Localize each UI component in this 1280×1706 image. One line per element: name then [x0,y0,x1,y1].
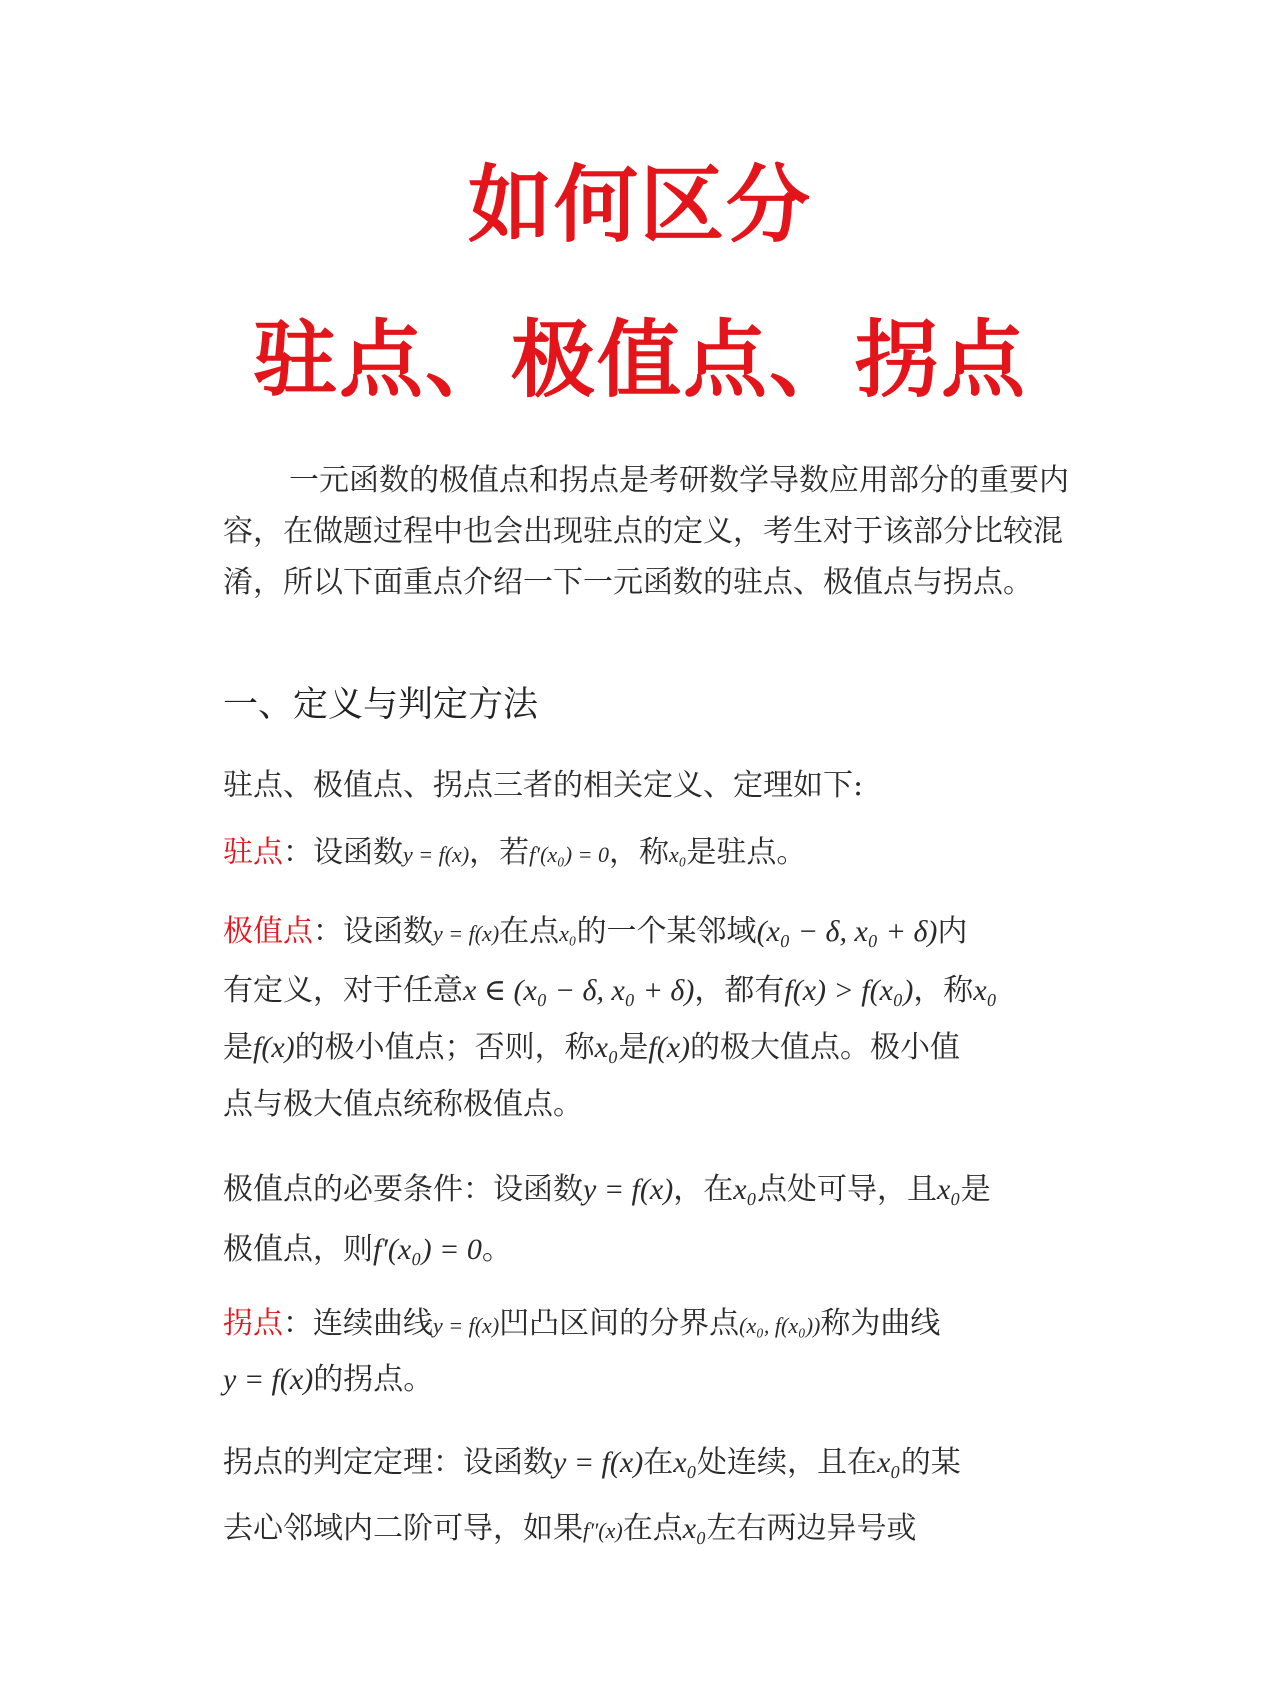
inflection-l2-text-1: 的拐点。 [313,1362,434,1397]
extreme-l3-math-2: x₀ [594,1031,619,1064]
extreme-l2-text-3: ，称 [913,973,974,1008]
stationary-math-3: x₀ [668,842,687,867]
extreme-l1-math-1: y = f(x) [433,921,500,946]
stationary-text-2: ，若 [469,835,530,870]
extreme-l4-text-1: 点与极大值点统称极值点。 [223,1087,583,1122]
stationary-math-2: f′(x₀) = 0 [529,842,609,867]
inflection-l1-text-2: 凹凸区间的分界点 [499,1306,740,1341]
extreme-colon: ： [313,914,343,949]
necessary-line-1 [223,1160,1075,1220]
extreme-l1-math-2: x₀ [559,921,577,946]
stationary-colon: ： [283,835,313,870]
extreme-l3-text-1: 是 [223,1030,253,1065]
inflection-l1-text-3: 称为曲线 [820,1306,941,1341]
theorem-l2-math-1: f″(x) [583,1518,623,1543]
stationary-text-3: ，称 [608,835,669,870]
theorem-l1-text-1: 拐点的判定定理：设函数 [223,1445,553,1480]
extreme-line-2 [223,962,1075,1019]
page-title-line1: 如何区分 [467,156,812,254]
necessary-l1-text-3: 点处可导，且 [756,1172,937,1207]
necessary-l2-math-1: f′(x₀) = 0 [373,1233,482,1266]
intro-paragraph: 一元函数的极值点和拐点是考研数学导数应用部分的重要内容，在做题过程中也会出现驻点的定义，考生对于该部分比较混淆，所以下面重点介绍一下一元函数的驻点、极值点与拐点。 [223,463,1069,600]
necessary-l1-text-4: 是 [960,1172,991,1207]
inflection-l2-math-1: y = f(x) [223,1363,314,1396]
necessary-condition [223,1160,1075,1280]
extreme-l2-text-2: ，都有 [694,973,785,1008]
extreme-l1-text-4: 内 [937,914,968,949]
theorem-l2-text-3: 左右两边异号或 [706,1511,917,1546]
inflection-line-1 [223,1297,1075,1353]
extreme-l1-text-2: 在点 [499,914,560,949]
section-lead: 驻点、极值点、拐点三者的相关定义、定理如下: [223,768,864,803]
stationary-text-1: 设函数 [313,835,403,870]
page-title-line2: 驻点、极值点、拐点 [252,311,1027,409]
section-heading: 一、定义与判定方法 [223,685,539,725]
extreme-l2-math-3: x₀ [973,974,998,1007]
extreme-definition [223,903,1075,1133]
extreme-line-4 [223,1076,1075,1133]
inflection-l1-math-2: (x₀, f(x₀)) [739,1313,821,1338]
theorem-l1-text-3: 处连续，且在 [696,1445,877,1480]
extreme-l3-text-4: 的极大值点。极小值 [690,1030,961,1065]
extreme-l2-text-1: 有定义，对于任意 [223,973,463,1008]
theorem-l1-math-1: y = f(x) [553,1446,644,1479]
extreme-label: 极值点 [223,914,313,949]
extreme-line-1 [223,903,1075,962]
theorem-l1-text-2: 在 [643,1445,674,1480]
extreme-l1-text-1: 设函数 [343,914,433,949]
necessary-l1-text-2: ，在 [673,1172,734,1207]
theorem-l2-math-2: x₀ [682,1512,707,1545]
necessary-l2-text-1: 极值点，则 [223,1232,373,1267]
necessary-l1-math-1: y = f(x) [583,1173,674,1206]
extreme-l3-math-1: f(x) [253,1031,295,1064]
extreme-l3-text-2: 的极小值点；否则，称 [294,1030,595,1065]
extreme-l3-text-3: 是 [618,1030,649,1065]
inflection-theorem [223,1430,1075,1564]
extreme-l1-math-3: (x₀ − δ, x₀ + δ) [756,915,938,948]
inflection-definition [223,1297,1075,1407]
inflection-l1-math-1: y = f(x) [433,1313,500,1338]
necessary-line-2 [223,1220,1075,1280]
stationary-label: 驻点 [223,835,283,870]
stationary-math-1: y = f(x) [403,842,470,867]
inflection-l1-text-1: 连续曲线 [313,1306,433,1341]
extreme-l3-math-3: f(x) [648,1031,691,1064]
extreme-l1-text-3: 的一个某邻域 [576,914,757,949]
inflection-line-2 [223,1353,1075,1407]
inflection-label: 拐点 [223,1306,283,1341]
stationary-definition [223,827,1075,880]
stationary-text-4: 是驻点。 [686,835,807,870]
necessary-l1-math-3: x₀ [936,1173,961,1206]
theorem-line-2 [223,1496,1075,1564]
theorem-l1-text-4: 的某 [900,1445,961,1480]
extreme-l2-math-2: f(x) > f(x₀) [784,974,914,1007]
extreme-l2-math-1: x ∈ (x₀ − δ, x₀ + δ) [463,974,695,1007]
extreme-line-3 [223,1019,1075,1076]
inflection-colon: ： [283,1306,313,1341]
necessary-l2-text-2: 。 [481,1232,512,1267]
theorem-l1-math-2: x₀ [673,1446,697,1479]
necessary-l1-text-1: 极值点的必要条件：设函数 [223,1172,583,1207]
theorem-l2-text-1: 去心邻域内二阶可导，如果 [223,1511,583,1546]
theorem-l2-text-2: 在点 [622,1511,683,1546]
theorem-l1-math-3: x₀ [876,1446,901,1479]
necessary-l1-math-2: x₀ [733,1173,757,1206]
theorem-line-1 [223,1430,1075,1496]
